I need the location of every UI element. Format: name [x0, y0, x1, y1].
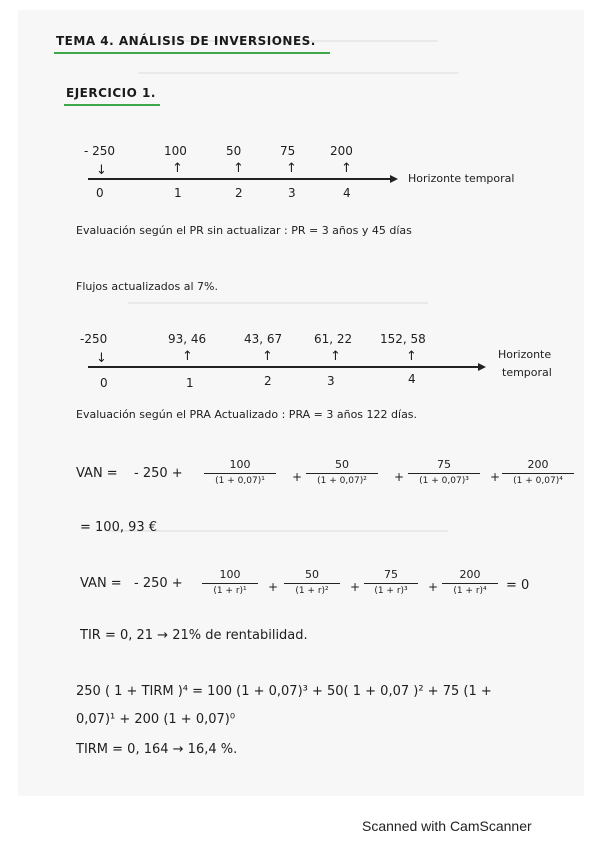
up-arrow-icon: ↑	[330, 349, 341, 364]
axis-label: temporal	[502, 366, 552, 379]
fraction	[442, 568, 498, 596]
flow-value: 43, 67	[244, 332, 283, 346]
fraction-bar	[306, 473, 378, 474]
up-arrow-icon: ↑	[233, 161, 244, 176]
up-arrow-icon: ↑	[406, 349, 417, 364]
equals-zero: = 0	[506, 578, 530, 593]
plus-sign: +	[268, 580, 279, 594]
period-label: 4	[343, 186, 351, 200]
up-arrow-icon: ↑	[262, 349, 273, 364]
van-label: VAN =	[76, 466, 118, 481]
denominator: (1 + r)¹	[213, 586, 247, 596]
numerator: 200	[527, 458, 549, 471]
period-label: 0	[100, 376, 108, 390]
fraction	[364, 568, 418, 596]
period-label: 2	[235, 186, 243, 200]
tirm-equation-line-1: 250 ( 1 + TIRM )⁴ = 100 (1 + 0,07)³ + 50( 1 + 0,07 )² + 75 (1 +	[76, 684, 492, 699]
bleed-through-mark	[128, 302, 428, 304]
denominator: (1 + 0,07)²	[317, 476, 367, 486]
plus-sign: +	[292, 470, 303, 484]
fraction-bar	[202, 583, 258, 584]
numerator: 100	[229, 458, 251, 471]
fraction-bar	[442, 583, 498, 584]
denominator: (1 + r)³	[374, 586, 408, 596]
denominator: (1 + 0,07)¹	[215, 476, 265, 486]
bleed-through-mark	[138, 72, 458, 74]
flow-value: 61, 22	[314, 332, 353, 346]
exercise-heading: EJERCICIO 1.	[66, 86, 156, 100]
axis-label: Horizonte temporal	[408, 172, 515, 185]
van-label: VAN =	[80, 576, 122, 591]
numerator: 100	[219, 568, 241, 581]
plus-sign: +	[394, 470, 405, 484]
fraction	[306, 458, 378, 486]
tirm-equation-line-2: 0,07)¹ + 200 (1 + 0,07)⁰	[76, 712, 236, 727]
denominator: (1 + r)²	[295, 586, 329, 596]
flow-value: 200	[330, 144, 353, 158]
numerator: 50	[335, 458, 349, 471]
scanned-page	[18, 10, 584, 796]
plus-sign: +	[350, 580, 361, 594]
fraction-bar	[284, 583, 340, 584]
period-label: 3	[288, 186, 296, 200]
denominator: (1 + 0,07)⁴	[513, 476, 563, 486]
flow-value: 93, 46	[168, 332, 207, 346]
fraction	[284, 568, 340, 596]
period-label: 4	[408, 372, 416, 386]
up-arrow-icon: ↑	[286, 161, 297, 176]
flow-value: 75	[280, 144, 296, 158]
denominator: (1 + r)⁴	[453, 586, 487, 596]
axis-arrowhead-icon	[478, 363, 486, 371]
up-arrow-icon: ↑	[182, 349, 193, 364]
axis-label: Horizonte	[498, 348, 552, 361]
axis-arrowhead-icon	[390, 175, 398, 183]
fraction-bar	[408, 473, 480, 474]
scanner-watermark: Scanned with CamScanner	[362, 818, 532, 834]
flows-label: Flujos actualizados al 7%.	[76, 280, 218, 293]
timeline-axis	[88, 178, 392, 180]
timeline-axis	[88, 366, 480, 368]
period-label: 1	[186, 376, 194, 390]
period-label: 2	[264, 374, 272, 388]
up-arrow-icon: ↑	[341, 161, 352, 176]
eval-pra-text: Evaluación según el PRA Actualizado : PRA = 3 años 122 días.	[76, 408, 418, 421]
down-arrow-icon: ↓	[96, 351, 107, 366]
numerator: 200	[459, 568, 481, 581]
exercise-underline	[64, 104, 160, 106]
flow-value: -250	[80, 332, 108, 346]
tirm-result: TIRM = 0, 164 → 16,4 %.	[76, 742, 238, 757]
fraction-bar	[364, 583, 418, 584]
bleed-through-mark	[108, 530, 448, 532]
flow-value: 152, 58	[380, 332, 426, 346]
denominator: (1 + 0,07)³	[419, 476, 469, 486]
van-start: - 250 +	[134, 466, 183, 481]
down-arrow-icon: ↓	[96, 163, 107, 178]
flow-value: - 250	[84, 144, 116, 158]
tir-result: TIR = 0, 21 → 21% de rentabilidad.	[80, 628, 308, 643]
numerator: 50	[305, 568, 319, 581]
fraction	[502, 458, 574, 486]
up-arrow-icon: ↑	[172, 161, 183, 176]
period-label: 0	[96, 186, 104, 200]
flow-value: 100	[164, 144, 187, 158]
eval-pr-text: Evaluación según el PR sin actualizar : PR = 3 años y 45 días	[76, 224, 412, 237]
period-label: 1	[174, 186, 182, 200]
period-label: 3	[327, 374, 335, 388]
van-start: - 250 +	[134, 576, 183, 591]
fraction-bar	[502, 473, 574, 474]
fraction	[408, 458, 480, 486]
fraction-bar	[204, 473, 276, 474]
flow-value: 50	[226, 144, 242, 158]
numerator: 75	[437, 458, 451, 471]
plus-sign: +	[490, 470, 501, 484]
fraction	[204, 458, 276, 486]
van-result: = 100, 93 €	[80, 520, 158, 535]
numerator: 75	[384, 568, 398, 581]
page-title: TEMA 4. ANÁLISIS DE INVERSIONES.	[56, 34, 316, 48]
fraction	[202, 568, 258, 596]
title-underline	[54, 52, 330, 54]
plus-sign: +	[428, 580, 439, 594]
